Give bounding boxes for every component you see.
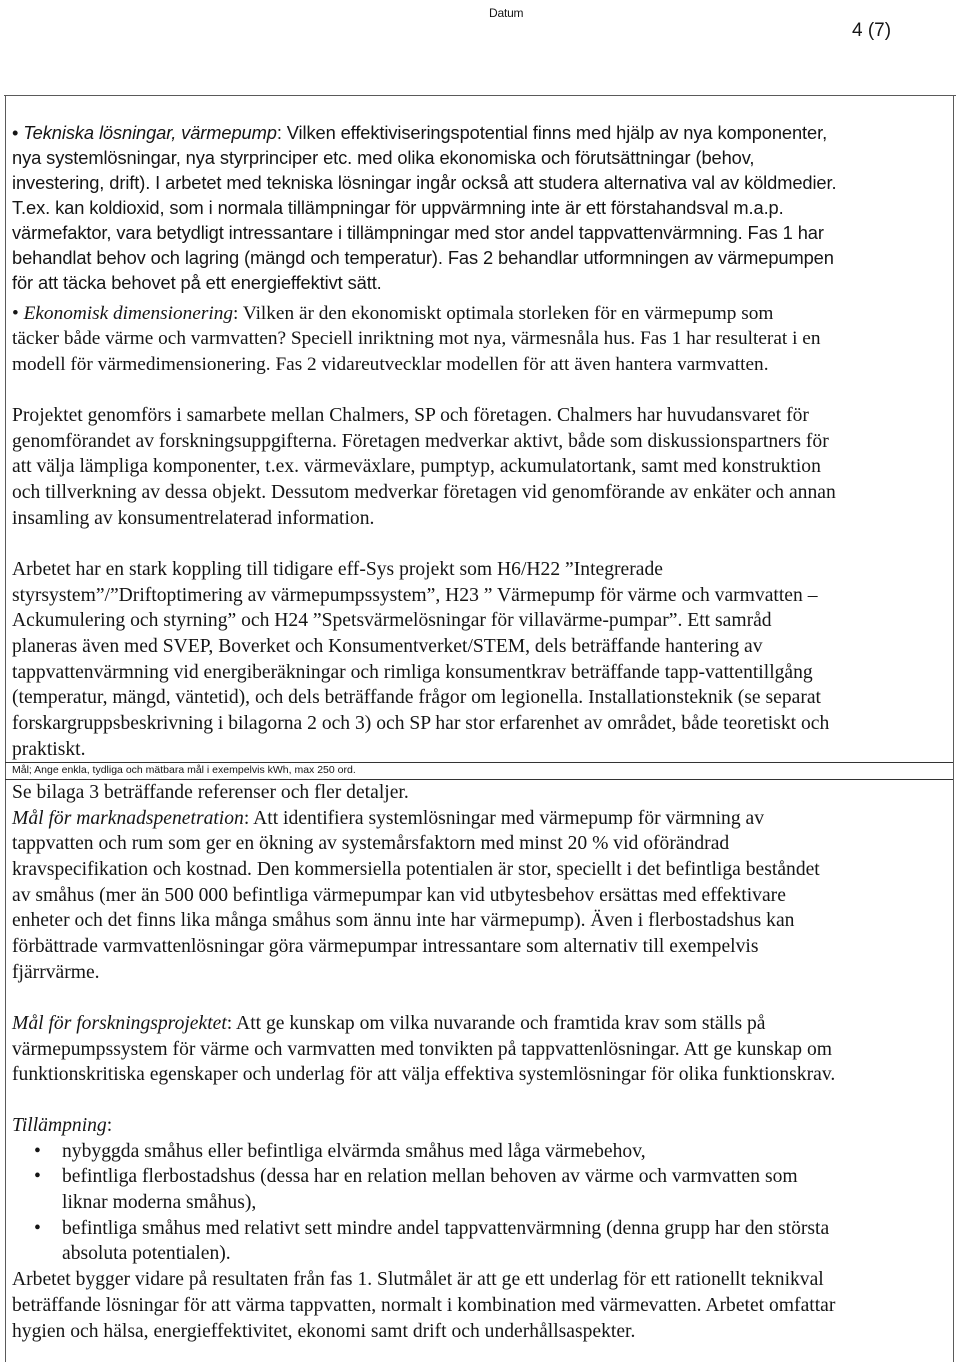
text-line: styrsystem”/”Driftoptimering av värmepumpssystem”, H23 ” Värmepump för värme och varmvatten – [12, 584, 818, 606]
frame-left-rule [5, 96, 6, 1362]
text-span: befintliga småhus med relativt sett mindre andel tappvattenvärmning (denna grupp har den största [62, 1217, 830, 1239]
page-number: 4 (7) [852, 20, 892, 41]
research-goal-paragraph [12, 1011, 835, 1088]
text-line: att välja lämpliga komponenter, t.ex. värmeväxlare, pumptyp, ackumulatortank, samt med konstruktion [12, 456, 821, 478]
text-line: T.ex. kan koldioxid, som i normala tillämpningar för uppvärmning inte är ett förstahandsval m.a.p. [12, 197, 784, 218]
related-projects-paragraph [12, 557, 829, 763]
text-line: tappvattenvärmning vid energiberäkningar och rimliga konsumentkrav beträffande tapp-vattentillgång [12, 661, 813, 683]
text-span: : Vilken är den ekonomiskt optimala storleken för en värmepump som [232, 303, 774, 324]
list-item [12, 1164, 835, 1190]
list-item [12, 1216, 835, 1242]
text-line: investering, drift). I arbetet med tekniska lösningar ingår också att studera alternativa val av köldmedier. [12, 172, 837, 193]
bullet-icon: • [34, 1140, 41, 1162]
goal-instruction-note: Mål; Ange enkla, tydliga och mätbara mål i exempelvis kWh, max 250 ord. [12, 764, 356, 776]
text-line: insamling av konsumentrelaterad information. [12, 507, 375, 529]
text-line: hygien och hälsa, energieffektivitet, ekonomi samt drift och underhållsaspekter. [12, 1320, 636, 1342]
text-line: Ackumulering och styrning” och H24 ”Spetsvärmelösningar för villavärme-pumpar”. Ett samråd [12, 610, 772, 632]
text-line: täcker både värme och varmvatten? Speciell inriktning mot nya, värmesnåla hus. Fas 1 har resulterat i en [12, 328, 821, 350]
text-line: Arbetet bygger vidare på resultaten från fas 1. Slutmålet är att ge ett underlag för ett rationellt teknikval [12, 1269, 824, 1291]
text-span: absoluta potentialen). [62, 1243, 231, 1265]
text-span: : Att ge kunskap om vilka nuvarande och framtida krav som ställs på [226, 1013, 766, 1034]
section-label: Ekonomisk dimensionering [23, 303, 233, 324]
text-line: kravspecifikation och kostnad. Den kommersiella potentialen är stor, speciellt i det befintliga beståndet [12, 859, 820, 881]
text-line: modell för värmedimensionering. Fas 2 vidareutvecklar modellen för att även hantera varmvatten. [12, 353, 769, 375]
text-line: (temperatur, mängd, väntetid), och dels beträffande frågor om legionella. Installationsteknik (se separat [12, 687, 821, 709]
frame-right-rule [953, 96, 954, 1362]
text-line: förbättrade varmvattenlösningar göra värmepumpar intressantare som alternativ till exempelvis [12, 936, 759, 958]
section-label: Tekniska lösningar, värmepump [23, 122, 277, 143]
text-line: värmepumpssystem för värme och varmvatten med tonvikten på tappvattenlösningar. Att ge kunskap om [12, 1038, 833, 1060]
text-span: nybyggda småhus eller befintliga elvärmda småhus med låga värmebehov, [62, 1140, 646, 1162]
collaboration-paragraph [12, 403, 836, 531]
text-line [12, 1011, 835, 1037]
market-goal-paragraph [12, 780, 820, 986]
text-line: Se bilaga 3 beträffande referenser och fler detaljer. [12, 782, 409, 803]
list-item-continuation [12, 1241, 835, 1267]
text-line: Arbetet har en stark koppling till tidigare eff-Sys projekt som H6/H22 ”Integrerade [12, 559, 663, 580]
text-line: fjärrvärme. [12, 961, 100, 983]
text-line [12, 1113, 835, 1139]
frame-top-rule [4, 95, 956, 96]
application-section [12, 1113, 835, 1344]
section-label: Tillämpning [12, 1115, 107, 1136]
text-line: enheter och det finns lika många småhus som ännu inte har värmepump). Även i flerbostadshus kan [12, 910, 795, 932]
bullet-icon: • [12, 122, 19, 143]
text-line [12, 120, 836, 145]
text-line: beträffande lösningar för att värma tappvatten, normalt i kombination med värmevatten. Arbetet omfattar [12, 1294, 836, 1316]
text-line: behandlat behov och lagring (mängd och temperatur). Fas 2 behandlar utformningen av värmepumpen [12, 247, 834, 268]
text-span: : [106, 1115, 113, 1136]
text-span: liknar moderna småhus), [62, 1192, 257, 1214]
text-line: planeras även med SVEP, Boverket och Konsumentverket/STEM, dels beträffande hantering av [12, 636, 763, 658]
list-item [12, 1139, 835, 1165]
bullet-icon: • [12, 303, 19, 324]
text-line: och tillverkning av dessa objekt. Dessutom medverkar företagen vid genomförande av enkäter och annan [12, 482, 836, 504]
text-line [12, 301, 820, 326]
goal-section-rule [5, 762, 953, 763]
economic-dimensioning-paragraph [12, 301, 820, 377]
section-label: Mål för marknadspenetration [12, 807, 244, 829]
text-line: genomförandet av forskningsuppgifterna. Företagen medverkar aktivt, både som diskussionspartners för [12, 430, 829, 452]
text-line: för att täcka behovet på ett energieffektivt sätt. [12, 272, 382, 293]
text-line: Projektet genomförs i samarbete mellan Chalmers, SP och företagen. Chalmers har huvudansvaret för [12, 405, 809, 426]
section-label: Mål för forskningsprojektet [12, 1013, 227, 1034]
text-line: nya systemlösningar, nya styrprinciper etc. med olika ekonomiska och förutsättningar (behov, [12, 147, 755, 168]
bullet-icon: • [34, 1166, 41, 1188]
bullet-icon: • [34, 1217, 41, 1239]
datum-label: Datum [489, 6, 524, 20]
list-item-continuation [12, 1190, 835, 1216]
text-line: praktiskt. [12, 738, 86, 760]
technical-solutions-paragraph [12, 120, 836, 295]
text-line: tappvatten och rum som ger en ökning av systemårsfaktorn med minst 20 % vid oförändrad [12, 833, 730, 855]
text-line: av småhus (mer än 500 000 befintliga värmepumpar kan vid utbytesbehov ersättas med effektivare [12, 884, 786, 906]
text-line: forskargruppsbeskrivning i bilagorna 2 och 3) och SP har stor erfarenhet av området, både teoretiskt och [12, 713, 830, 735]
text-span: : Vilken effektiviseringspotential finns med hjälp av nya komponenter, [276, 122, 828, 143]
text-line [12, 806, 820, 832]
text-line: funktionskritiska egenskaper och underlag för att välja effektiva systemlösningar för olika funktionskrav. [12, 1064, 836, 1086]
text-span: : Att identifiera systemlösningar med värmepump för värmning av [243, 807, 765, 829]
text-span: befintliga flerbostadshus (dessa har en relation mellan behoven av värme och varmvatten som [62, 1166, 798, 1188]
text-line: värmefaktor, vara betydligt intressantare i tillämpningar med stor andel tappvattenvärmning. Fas 1 har [12, 222, 824, 243]
